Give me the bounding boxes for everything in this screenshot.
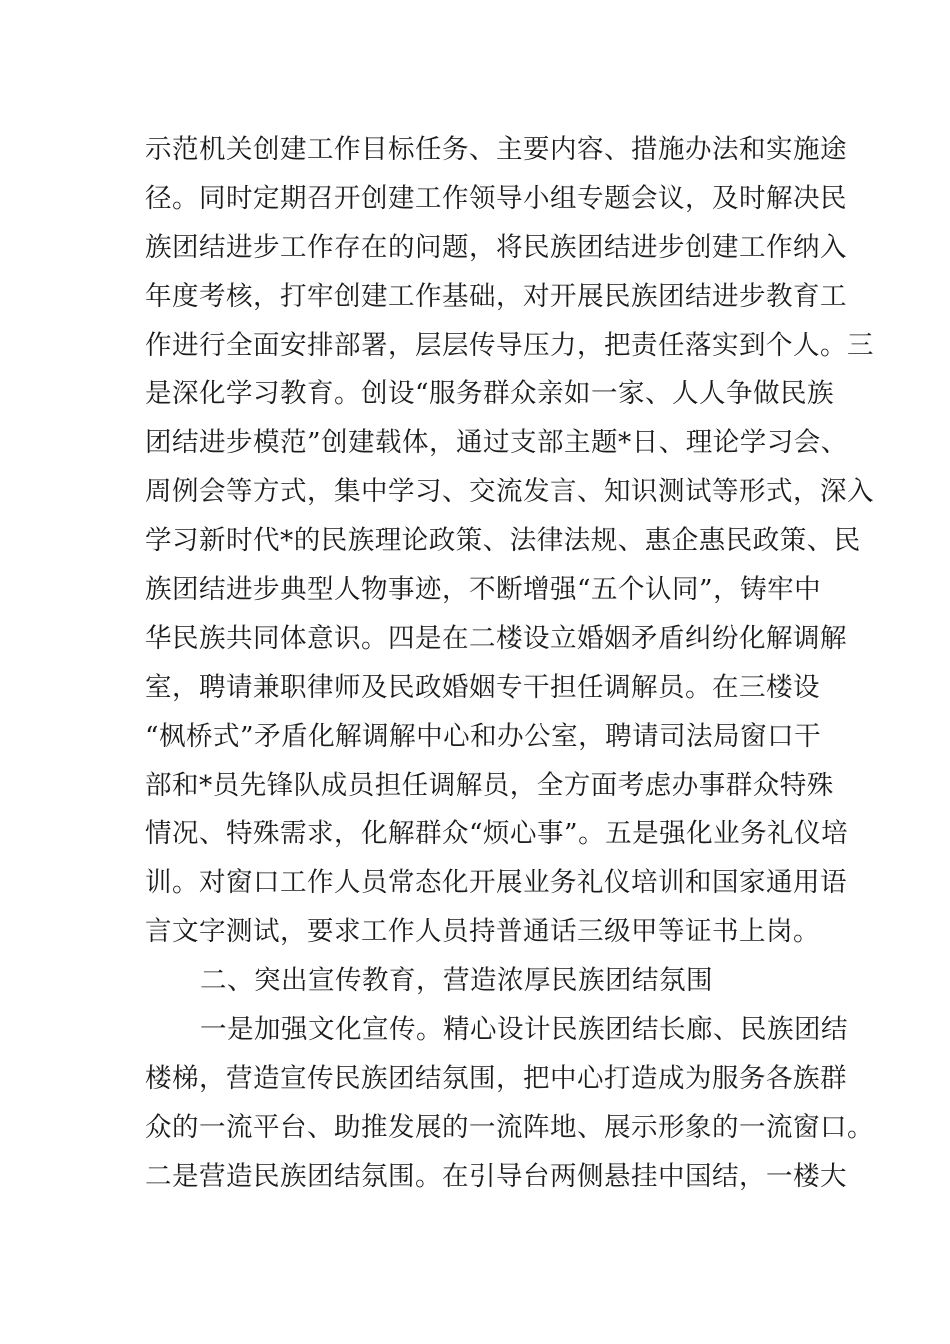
document-page [145, 126, 874, 1202]
paragraph-line: 一是加强文化宣传。精心设计民族团结长廊、民族团结 [200, 1014, 848, 1046]
paragraph-line: 作进行全面安排部署，层层传导压力，把责任落实到个人。三 [145, 329, 874, 361]
paragraph-line: 周例会等方式，集中学习、交流发言、知识测试等形式，深入 [145, 476, 874, 508]
paragraph-line: 室，聘请兼职律师及民政婚姻专干担任调解员。在三楼设 [145, 671, 820, 703]
paragraph-line: 团结进步模范”创建载体，通过支部主题*日、理论学习会、 [145, 427, 848, 459]
paragraph-line: 训。对窗口工作人员常态化开展业务礼仪培训和国家通用语 [145, 867, 847, 899]
paragraph-line: “枫桥式”矛盾化解调解中心和办公室，聘请司法局窗口干 [145, 720, 822, 752]
section-heading: 二、突出宣传教育，营造浓厚民族团结氛围 [200, 965, 713, 997]
paragraph-line: 族团结进步工作存在的问题，将民族团结进步创建工作纳入 [145, 231, 847, 263]
paragraph-line: 部和*员先锋队成员担任调解员，全方面考虑办事群众特殊 [145, 769, 834, 801]
paragraph-line: 情况、特殊需求，化解群众“烦心事”。五是强化业务礼仪培 [145, 818, 849, 850]
paragraph-line: 年度考核，打牢创建工作基础，对开展民族团结进步教育工 [145, 280, 847, 312]
paragraph-line: 族团结进步典型人物事迹，不断增强“五个认同”，铸牢中 [145, 574, 822, 606]
paragraph-line: 华民族共同体意识。四是在二楼设立婚姻矛盾纠纷化解调解 [145, 622, 847, 654]
paragraph-line: 二是营造民族团结氛围。在引导台两侧悬挂中国结，一楼大 [145, 1160, 847, 1192]
paragraph-line: 径。同时定期召开创建工作领导小组专题会议，及时解决民 [145, 182, 847, 214]
paragraph-line: 言文字测试，要求工作人员持普通话三级甲等证书上岗。 [145, 916, 820, 948]
paragraph-line: 示范机关创建工作目标任务、主要内容、措施办法和实施途 [145, 134, 847, 165]
paragraph-line: 众的一流平台、助推发展的一流阵地、展示形象的一流窗口。 [145, 1111, 874, 1143]
paragraph-line: 楼梯，营造宣传民族团结氛围，把中心打造成为服务各族群 [145, 1062, 847, 1094]
paragraph-line: 学习新时代*的民族理论政策、法律法规、惠企惠民政策、民 [145, 525, 861, 557]
paragraph-line: 是深化学习教育。创设“服务群众亲如一家、人人争做民族 [145, 378, 835, 410]
